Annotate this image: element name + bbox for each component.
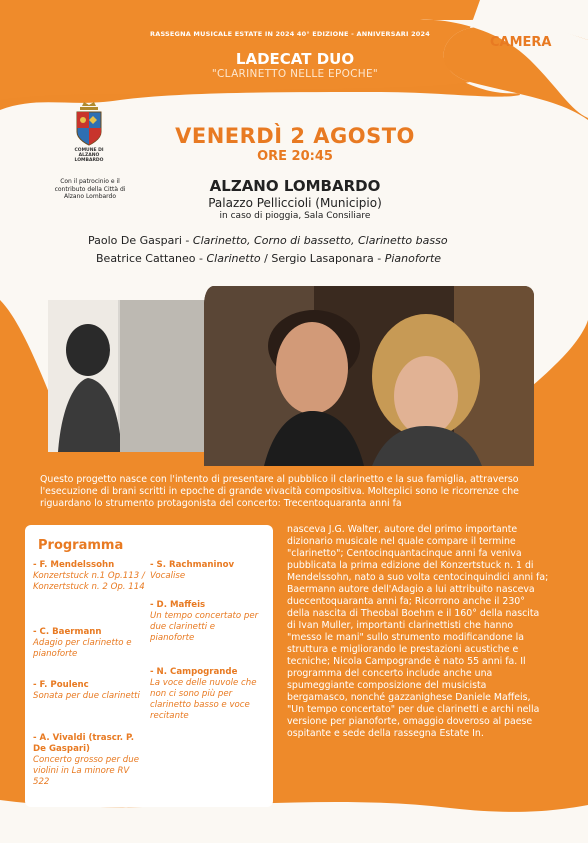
composer: - C. Baermann — [33, 627, 102, 637]
performer-name: Sergio Lasaponara - — [271, 252, 385, 265]
program-item — [150, 600, 262, 644]
performer-separator: / — [260, 252, 272, 265]
alzano-crest-icon — [74, 102, 104, 146]
patronage-text: Con il patrocinio e il contributo della Città di Alzano Lombardo — [54, 178, 126, 200]
description-intro: Questo progetto nasce con l'intento di presentare al pubblico il clarinetto e la sua famiglia, attraverso l'esecuzione di brani scritti in epoche di grande vivacità compositiva. Molteplici sono le ricorrenze che riguardano lo strumento protagonista del concerto: Trecentoquaranta anni fa — [40, 474, 519, 509]
event-time: ORE 20:45 — [257, 149, 333, 164]
work-title: Concerto grosso per due violini in La minore RV 522 — [33, 755, 139, 787]
performer-line-1 — [88, 234, 528, 247]
program-item — [150, 667, 262, 722]
program-item — [33, 680, 145, 702]
work-title: Un tempo concertato per due clarinetti e pianoforte — [150, 611, 259, 643]
performer-role: Pianoforte — [384, 252, 442, 265]
program-item — [33, 733, 145, 788]
composer: - N. Campogrande — [150, 667, 238, 677]
composer: - D. Maffeis — [150, 600, 206, 610]
event-venue: Palazzo Pelliccioli (Municipio) — [208, 196, 382, 210]
composer: - F. Mendelssohn — [33, 560, 115, 570]
performers-photo — [204, 286, 534, 466]
work-title: La voce delle nuvole che non ci sono più per clarinetto basso e voce recitante — [150, 678, 257, 721]
program-item — [33, 560, 145, 593]
comune-name: COMUNE DI ALZANO LOMBARDO — [74, 148, 104, 163]
programma-title: Programma — [38, 538, 124, 553]
performer-role: Clarinetto, Corno di bassetto, Clarinetto basso — [192, 234, 448, 247]
camera-tag: CAMERA — [490, 35, 552, 50]
work-title: Adagio per clarinetto e pianoforte — [33, 638, 132, 659]
event-town: ALZANO LOMBARDO — [209, 177, 381, 195]
rassegna-header: RASSEGNA MUSICALE ESTATE IN 2024 40° EDIZIONE - ANNIVERSARI 2024 — [150, 30, 430, 38]
performer-name: Beatrice Cattaneo - — [96, 252, 207, 265]
work-title: Konzertstuck n.1 Op.113 / Konzertstuck n. 2 Op. 114 — [33, 571, 145, 592]
work-title: Sonata per due clarinetti — [33, 691, 140, 701]
performer-role: Clarinetto — [206, 252, 261, 265]
performer-line-2 — [96, 252, 536, 265]
event-title: LADECAT DUO — [235, 50, 355, 68]
composer: - A. Vivaldi (trascr. P. De Gaspari) — [33, 733, 135, 754]
performer-photo-bw — [48, 300, 210, 452]
event-date: VENERDÌ 2 AGOSTO — [175, 124, 415, 148]
program-item — [33, 627, 145, 660]
work-title: Vocalise — [150, 571, 186, 581]
program-item — [150, 560, 262, 582]
description-continued: nasceva J.G. Walter, autore del primo importante dizionario musicale nel quale compare il termine "clarinetto"; Centocinquantacinque anni fa veniva pubblicata la prima edizione del Konzertstuck n. 1 di Mendelssohn, nato a suo volta centocinquindici anni fa; Baermann autore dell'Adagio a lui attribuito nasceva duecentoquaranta anni fa; Ricorrono anche il 230° della nascita di Theobal Boehm e il 160° della nascita di Ivan Muller, importanti clarinettisti che hanno "messo le mani" sullo strumento modificandone la struttura e migliorando le prestazioni acustiche e tecniche; Nicola Campogrande è nato 55 anni fa. Il programma del concerto include anche una spumeggiante composizione del musicista bergamasco, nonché gazzanighese Daniele Maffeis, "Un tempo concertato" per due clarinetti e archi nella versione per pianoforte, omaggio doveroso al paese ospitante e sede della rassegna Estate In. — [287, 524, 549, 739]
composer: - S. Rachmaninov — [150, 560, 235, 570]
performer-name: Paolo De Gaspari - — [88, 234, 193, 247]
event-subtitle: "CLARINETTO NELLE EPOCHE" — [211, 68, 379, 80]
composer: - F. Poulenc — [33, 680, 89, 690]
rain-venue: in caso di pioggia, Sala Consiliare — [219, 211, 371, 221]
